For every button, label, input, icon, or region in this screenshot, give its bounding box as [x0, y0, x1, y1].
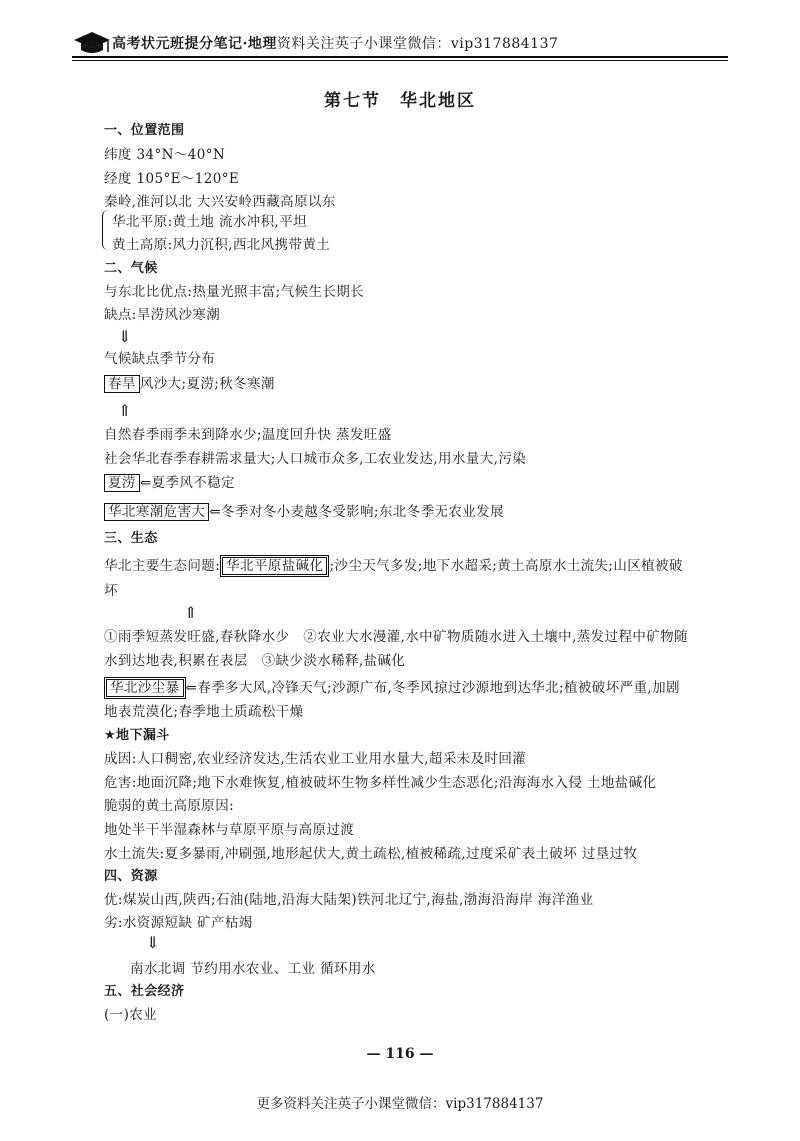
- climate-advantages-line: 与东北比优点:热量光照丰富;气候生长期长: [104, 284, 365, 300]
- ecology-problems-prefix: 华北主要生态问题:: [104, 558, 221, 574]
- agriculture-subheading: (一)农业: [104, 1007, 158, 1023]
- header-bold-title: 高考状元班提分笔记·地理: [112, 36, 277, 52]
- ecology-problems-line: [104, 557, 683, 575]
- summer-flood-line: [104, 474, 235, 492]
- north-china-plain-line: 华北平原:黄土地 流水冲积,平坦: [112, 214, 308, 230]
- salinization-box: 华北平原盐碱化: [220, 555, 329, 577]
- funnel-hazards-line: 危害:地面沉降;地下水难恢复,植被破坏生物多样性减少生态恶化;沿海海水入侵 土地盐碱化: [104, 775, 657, 791]
- loess-plateau-line: 黄土高原:风力沉积,西北风携带黄土: [112, 237, 331, 253]
- header-rule: [72, 56, 728, 61]
- header-wechat-note: 资料关注英子小课堂微信：vip317884137: [276, 36, 559, 52]
- ecology-problems-continued: 坏: [104, 583, 118, 599]
- footer-note: 更多资料关注英子小课堂微信：vip317884137: [256, 1096, 544, 1112]
- transition-zone-line: 地处半干半湿森林与草原平原与高原过渡: [104, 822, 355, 838]
- brace-bracket: [102, 210, 111, 250]
- latitude-line: 纬度 34°N～40°N: [104, 147, 226, 163]
- salinization-causes-line: ①雨季短蒸发旺盛,春秋降水少 ②农业大水漫灌,水中矿物质随水进入土壤中,蒸发过程中矿物随: [104, 629, 688, 645]
- heading-social-economy: 五、社会经济: [104, 984, 185, 999]
- section-title: 第七节 华北地区: [324, 91, 476, 111]
- sandstorm-box: 华北沙尘暴: [104, 677, 186, 699]
- loess-fragility-line: 脆弱的黄土高原原因:: [104, 798, 235, 814]
- up-arrow-icon: ⇑: [118, 401, 132, 420]
- water-measures-line: 南水北调 节约用水农业、工业 循环用水: [130, 961, 376, 977]
- longitude-line: 经度 105°E～120°E: [104, 171, 240, 187]
- natural-causes-line: 自然春季雨季未到降水少;温度回升快 蒸发旺盛: [104, 427, 392, 443]
- cold-wave-line: [104, 503, 504, 521]
- sandstorm-continued: 地表荒漠化;春季地土质疏松干燥: [104, 704, 304, 720]
- spring-drought-box: 春旱: [104, 375, 140, 393]
- page-number: — 116 —: [366, 1046, 434, 1062]
- spring-drought-text: 风沙大;夏涝;秋冬寒潮: [139, 376, 275, 392]
- cold-wave-box: 华北寒潮危害大: [104, 503, 209, 521]
- heading-climate: 二、气候: [104, 261, 158, 276]
- climate-disadvantages-line: 缺点:旱涝风沙寒潮: [104, 307, 221, 323]
- down-arrow-icon: ⇓: [146, 933, 160, 952]
- social-causes-line: 社会华北春季春耕需求量大;人口城市众多,工农业发达,用水量大,污染: [104, 451, 527, 467]
- heading-location: 一、位置范围: [104, 123, 185, 138]
- down-arrow-icon: ⇓: [118, 327, 132, 346]
- graduation-cap-icon: [72, 28, 112, 56]
- sandstorm-text: ⇐春季多大风,冷锋天气;沙源广布,冬季风掠过沙源地到达华北;植被破坏严重,加剧: [185, 680, 680, 696]
- cold-wave-text: ⇐冬季对冬小麦越冬受影响;东北冬季无农业发展: [209, 504, 504, 520]
- sandstorm-line: [104, 679, 680, 697]
- heading-groundwater-funnel: ★地下漏斗: [104, 728, 170, 743]
- resource-advantages-line: 优:煤炭山西,陕西;石油(陆地,沿海大陆架)铁河北辽宁,海盐,渤海沿海岸 海洋渔业: [104, 892, 594, 908]
- page-header: [72, 28, 728, 60]
- resource-disadvantages-line: 劣:水资源短缺 矿产枯竭: [104, 915, 253, 931]
- up-arrow-icon: ⇑: [184, 603, 198, 622]
- spring-drought-line: [104, 375, 275, 393]
- ecology-problems-text: ;沙尘天气多发;地下水超采;黄土高原水土流失;山区植被破: [329, 558, 683, 574]
- heading-resources: 四、资源: [104, 869, 158, 884]
- heading-ecology: 三、生态: [104, 531, 158, 546]
- header-title: [112, 33, 558, 53]
- summer-flood-box: 夏涝: [104, 474, 140, 492]
- summer-flood-text: ⇐夏季风不稳定: [139, 475, 235, 491]
- seasonal-distribution-line: 气候缺点季节分布: [104, 351, 216, 367]
- salinization-causes-continued: 水到达地表,积累在表层 ③缺少淡水稀释,盐碱化: [104, 653, 406, 669]
- boundary-line: 秦岭,淮河以北 大兴安岭西藏高原以东: [104, 194, 336, 210]
- soil-erosion-line: 水土流失:夏多暴雨,冲刷强,地形起伏大,黄土疏松,植被稀疏,过度采矿表土破坏 过垦过牧: [104, 846, 638, 862]
- funnel-causes-line: 成因:人口稠密,农业经济发达,生活农业工业用水量大,超采未及时回灌: [104, 751, 527, 767]
